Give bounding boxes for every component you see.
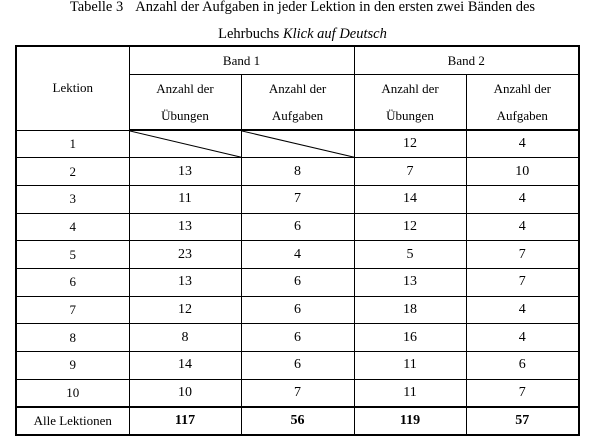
value-cell: 12 [354, 130, 466, 158]
total-value: 119 [354, 407, 466, 435]
table-row [16, 130, 579, 158]
value-cell: 7 [241, 379, 354, 407]
value-cell: 5 [354, 241, 466, 269]
value-cell: 4 [466, 296, 579, 324]
table-row [16, 268, 579, 296]
band2-header: Band 2 [354, 46, 579, 75]
diagonal-line [242, 131, 354, 157]
value-cell: 16 [354, 324, 466, 352]
value-cell: 6 [241, 213, 354, 241]
table-caption [0, 0, 605, 17]
total-value: 56 [241, 407, 354, 435]
table-caption-line2 [0, 24, 605, 44]
table-row [16, 324, 579, 352]
value-cell: 13 [129, 158, 241, 186]
value-cell: 6 [241, 352, 354, 380]
value-cell: 11 [354, 352, 466, 380]
value-cell: 13 [129, 268, 241, 296]
lektion-cell: 6 [16, 268, 129, 296]
value-cell: 12 [354, 213, 466, 241]
book-title: Klick auf Deutsch [282, 26, 387, 42]
row-header-lektion: Lektion [16, 46, 129, 130]
lektion-cell: 10 [16, 379, 129, 407]
col-header-line: Anzahl der [381, 81, 439, 96]
caption-text: Anzahl der Aufgaben in jeder Lektion in den ersten zwei Bänden des [135, 0, 536, 15]
value-cell: 8 [241, 158, 354, 186]
value-cell: 18 [354, 296, 466, 324]
table-row [16, 185, 579, 213]
table-row [16, 241, 579, 269]
col-header-line: Anzahl der [493, 81, 551, 96]
value-cell: 11 [129, 185, 241, 213]
col-header-uebungen [129, 75, 241, 131]
table-row [16, 158, 579, 186]
value-cell: 6 [241, 324, 354, 352]
value-cell: 8 [129, 324, 241, 352]
value-cell: 4 [466, 213, 579, 241]
col-header-aufgaben [466, 75, 579, 131]
empty-diagonal-cell [241, 130, 354, 158]
value-cell: 7 [466, 268, 579, 296]
empty-diagonal-cell [129, 130, 241, 158]
band1-header: Band 1 [129, 46, 354, 75]
table-row [16, 213, 579, 241]
col-header-line: Anzahl der [268, 81, 327, 96]
value-cell: 14 [354, 185, 466, 213]
lektion-cell: 5 [16, 241, 129, 269]
value-cell: 4 [241, 241, 354, 269]
value-cell: 13 [129, 213, 241, 241]
diagonal-line [130, 131, 241, 157]
col-header-line: Übungen [161, 108, 209, 123]
caption-prefix: Lehrbuchs [218, 26, 280, 42]
value-cell: 12 [129, 296, 241, 324]
value-cell: 7 [241, 185, 354, 213]
lektion-cell: 4 [16, 213, 129, 241]
data-table [15, 45, 580, 436]
value-cell: 14 [129, 352, 241, 380]
value-cell: 7 [354, 158, 466, 186]
value-cell: 11 [354, 379, 466, 407]
value-cell: 4 [466, 185, 579, 213]
col-header-uebungen [354, 75, 466, 131]
value-cell: 6 [241, 296, 354, 324]
col-header-line: Anzahl der [156, 81, 214, 96]
col-header-line: Übungen [386, 108, 434, 123]
value-cell: 13 [354, 268, 466, 296]
table-row [16, 379, 579, 407]
value-cell: 4 [466, 130, 579, 158]
table-number: Tabelle 3 [69, 0, 124, 15]
col-header-line: Aufgaben [496, 108, 548, 123]
value-cell: 23 [129, 241, 241, 269]
total-label: Alle Lektionen [16, 407, 129, 435]
lektion-cell: 7 [16, 296, 129, 324]
lektion-cell: 1 [16, 130, 129, 158]
value-cell: 10 [466, 158, 579, 186]
table-row [16, 296, 579, 324]
table-row [16, 352, 579, 380]
col-header-aufgaben [241, 75, 354, 131]
value-cell: 6 [241, 268, 354, 296]
lektion-cell: 3 [16, 185, 129, 213]
total-value: 57 [466, 407, 579, 435]
value-cell: 7 [466, 241, 579, 269]
value-cell: 10 [129, 379, 241, 407]
lektion-cell: 2 [16, 158, 129, 186]
lektion-cell: 9 [16, 352, 129, 380]
total-row [16, 407, 579, 435]
value-cell: 4 [466, 324, 579, 352]
lektion-cell: 8 [16, 324, 129, 352]
value-cell: 7 [466, 379, 579, 407]
col-header-line: Aufgaben [271, 108, 324, 123]
value-cell: 6 [466, 352, 579, 380]
total-value: 117 [129, 407, 241, 435]
